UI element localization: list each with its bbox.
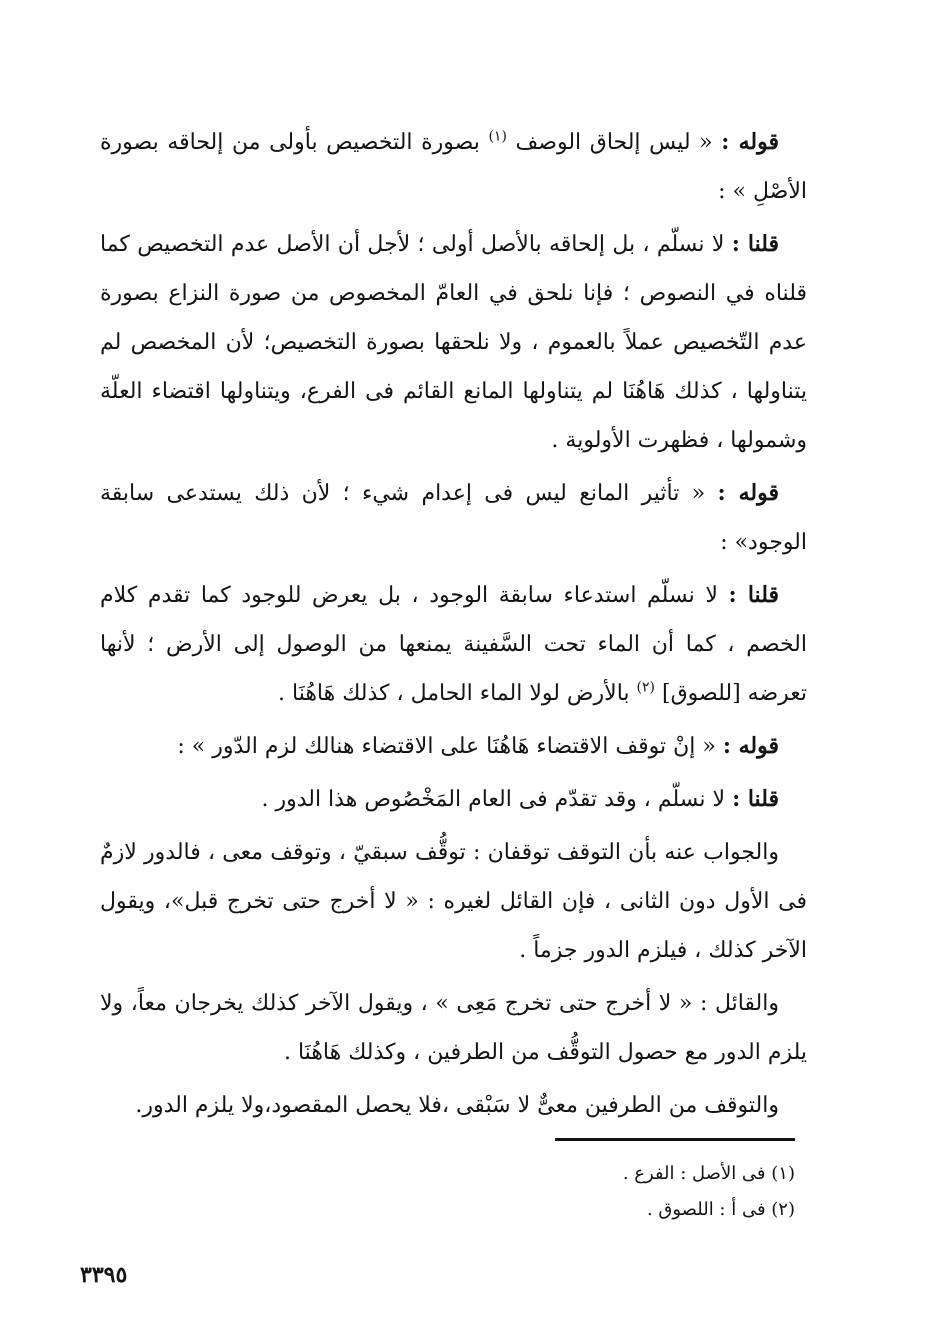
footnote-divider	[555, 1138, 795, 1141]
paragraph-lead: قوله :	[717, 480, 779, 506]
paragraph-lead: قوله :	[722, 733, 779, 759]
paragraph-lead: قلنا :	[731, 231, 780, 257]
paragraph-lead: قلنا :	[732, 786, 779, 812]
footnotes	[395, 1156, 795, 1228]
footnote: (٢) فى أ : اللصوق .	[646, 1199, 795, 1220]
paragraph	[100, 1081, 807, 1130]
paragraph	[100, 571, 807, 718]
paragraph	[100, 775, 807, 824]
paragraph	[100, 118, 807, 216]
main-text	[100, 118, 807, 1130]
paragraph	[100, 469, 807, 567]
paragraph-lead: قلنا :	[728, 582, 779, 608]
paragraph-text: لا نسلّم استدعاء سابقة الوجود ، بل يعرض للوجود كما تقدم كلام الخصم ، كما أن الماء تحت السَّفينة يمنعها من الوصول إلى الأرض ؛ لأنها تعرضه [للصوق]	[100, 583, 807, 706]
paragraph-text: بالأرض لولا الماء الحامل ، كذلك هَاهُنَا .	[278, 681, 637, 706]
paragraph-text: « ليس إلحاق الوصف	[515, 130, 722, 155]
footnote-ref: (١)	[488, 128, 507, 145]
paragraph	[100, 220, 807, 465]
paragraph-text: « إنْ توقف الاقتضاء هَاهُنَا على الاقتضاء هنالك لزم الدّور » :	[177, 734, 723, 759]
paragraph-text: لا نسلّم ، بل إلحاقه بالأصل أولى ؛ لأجل أن الأصل عدم التخصيص كما قلناه في النصوص ؛ فإنا نلحق في العامّ المخصوص من صورة النزاع بصورة عدم التّخصيص عملاً بالعموم ، ولا نلحقها بصورة التخصيص؛ لأن المخصص لم يتناولها ، كذلك هَاهُنَا لم يتناولها المانع القائم فى الفرع، ويتناولها اقتضاء العلّة وشمولها ، فظهرت الأولوية .	[100, 232, 807, 453]
paragraph-text: والقائل : « لا أخرج حتى تخرج مَعِى » ، ويقول الآخر كذلك يخرجان معاً، ولا يلزم الدور مع حصول التوقُّف من الطرفين ، وكذلك هَاهُنَا .	[100, 991, 807, 1065]
paragraph-text: لا نسلّم ، وقد تقدّم فى العام المَخْصُوص هذا الدور .	[261, 787, 733, 812]
paragraph-text: والجواب عنه بأن التوقف توقفان : توقُّف سبقيّ ، وتوقف معى ، فالدور لازمٌ فى الأول دون الثانى ، فإن القائل لغيره : « لا أخرج حتى تخرج قبل»، ويقول الآخر كذلك ، فيلزم الدور جزماً .	[100, 840, 807, 963]
footnote-ref: (٢)	[636, 679, 655, 696]
paragraph-text: والتوقف من الطرفين معىٌّ لا سَبْقى ،فلا يحصل المقصود،ولا يلزم الدور.	[135, 1093, 779, 1118]
paragraph	[100, 979, 807, 1077]
paragraph	[100, 828, 807, 975]
paragraph-lead: قوله :	[721, 129, 779, 155]
footnote: (١) فى الأصل : الفرع .	[622, 1163, 795, 1184]
paragraph-text: بصورة التخصيص بأولى من إلحاقه بصورة الأصْلِ » :	[100, 130, 807, 204]
page-number: ٣٣٩٥	[80, 1262, 128, 1288]
paragraph-text: « تأثير المانع ليس فى إعدام شيء ؛ لأن ذلك يستدعى سابقة الوجود» :	[100, 481, 807, 555]
paragraph	[100, 722, 807, 771]
